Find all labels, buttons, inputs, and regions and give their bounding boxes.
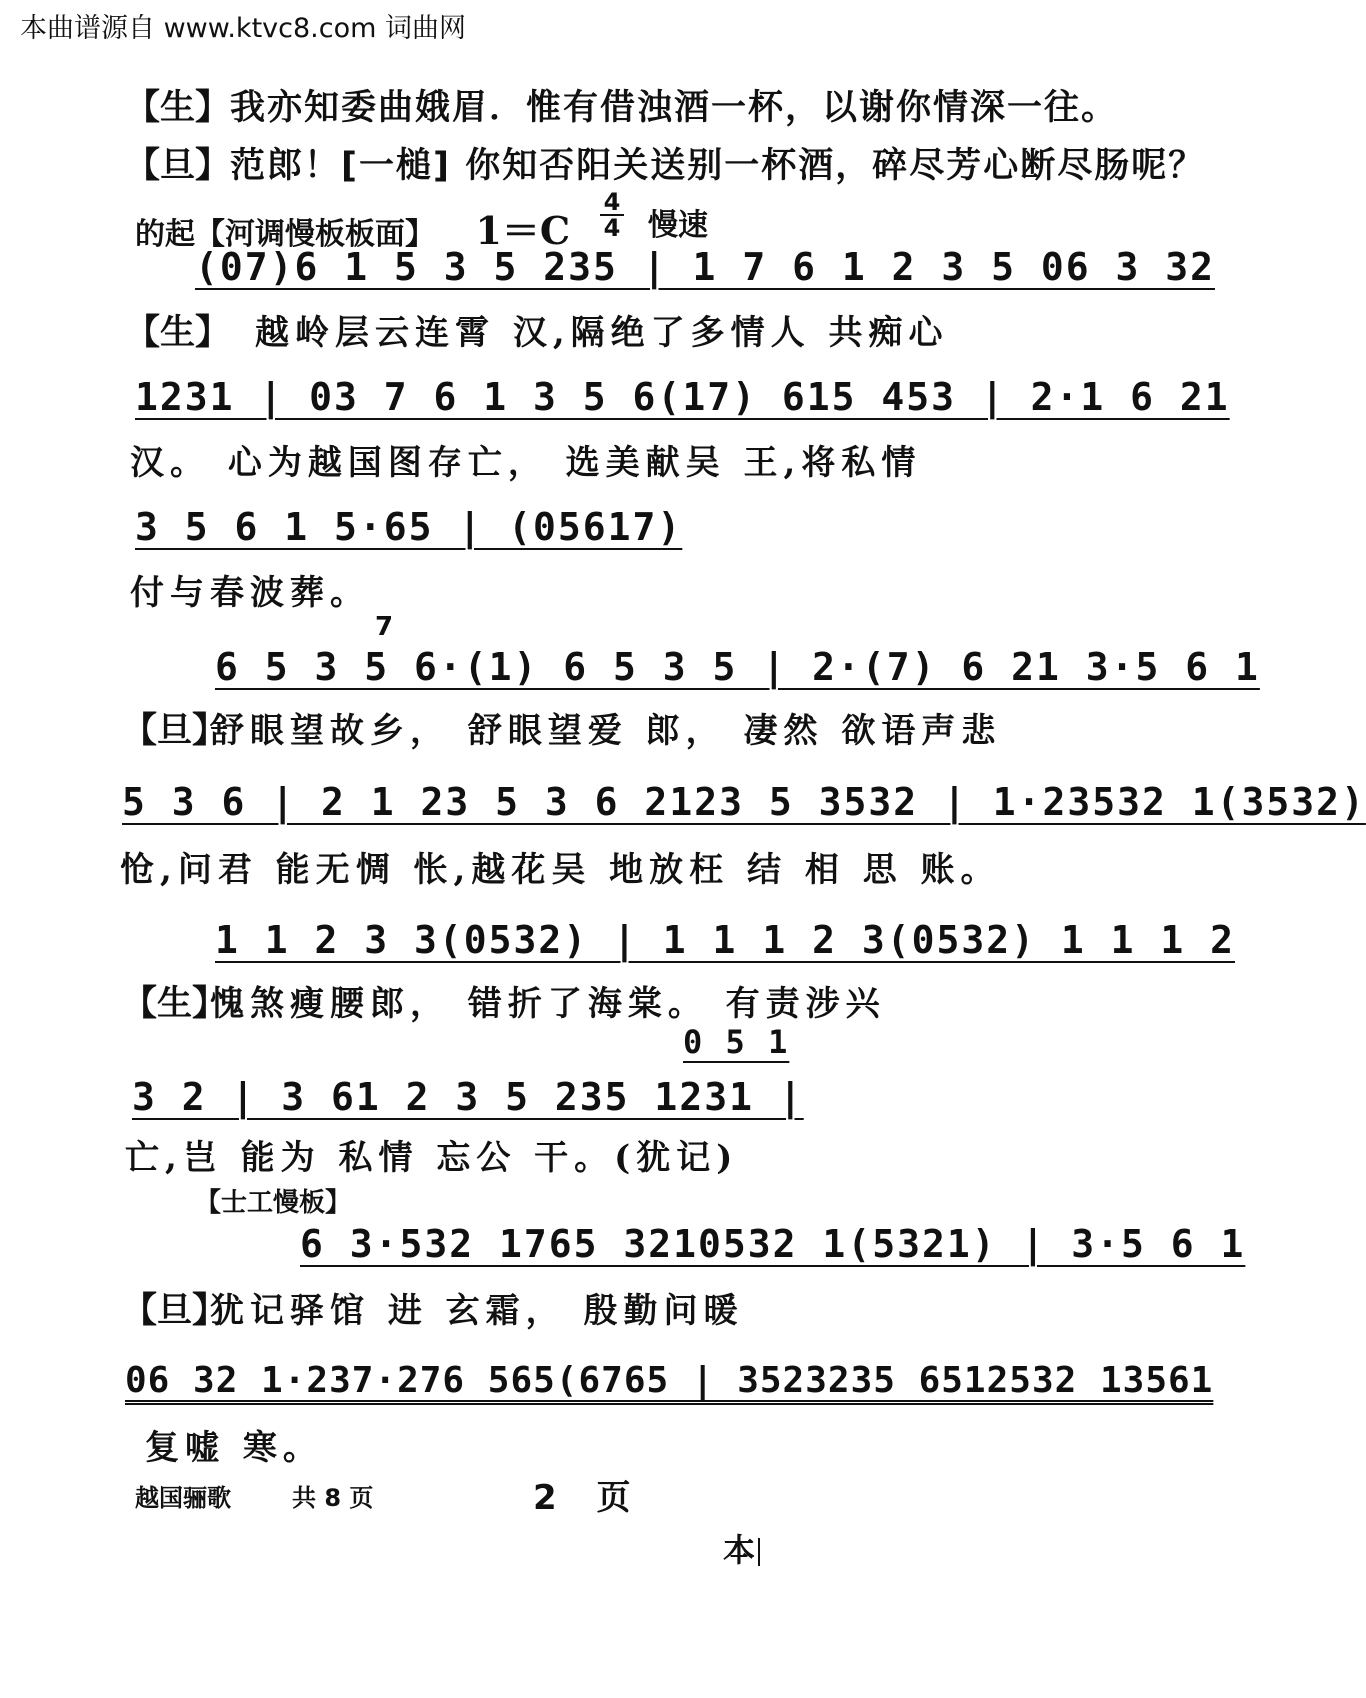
dialogue-text: 我亦知委曲娥眉．惟有借浊酒一杯，以谢你情深一往。: [230, 88, 1119, 128]
notation-line-4: 6 5 3 5 6·(1) 6 5 3 5 | 2·(7) 6 21 3·5 6 1: [215, 645, 1260, 689]
lyric-line-2: 汉。 心为越国图存亡， 选美献吴 王,将私情: [130, 443, 922, 483]
key-signature: 1＝C: [475, 208, 571, 253]
lyric-line-4: 舒眼望故乡， 舒眼望爱 郎， 凄然 欲语声悲: [210, 711, 1002, 751]
notation-line-6: 1 1 2 3 3(0532) | 1 1 1 2 3(0532) 1 1 1 2: [215, 918, 1235, 962]
role-label: 【生】: [125, 313, 231, 353]
lyric-line-7: 亡,岂 能为 私情 忘公 干。(犹记): [125, 1138, 739, 1178]
lyric-line-5: 怆,问君 能无惆 怅,越花吴 地放枉 结 相 思 账。: [120, 850, 1001, 890]
role-label: 【生】: [122, 984, 228, 1024]
dialogue-line-2: [125, 138, 1205, 188]
notation-line-7: 3 2 | 3 61 2 3 5 235 1231 |: [132, 1075, 804, 1119]
time-top: 4: [603, 188, 621, 216]
notation-line-8: 6 3·532 1765 3210532 1(5321) | 3·5 6 1: [300, 1222, 1246, 1266]
role-label: 【旦】: [122, 1291, 228, 1331]
footer-total-pages: 共 8 页: [292, 1484, 374, 1512]
lyric-line-1: 越岭层云连霄 汉,隔绝了多情人 共痴心: [255, 313, 949, 353]
lyric-line-6: 愧煞瘦腰郎， 错折了海棠。 有责涉兴: [210, 984, 886, 1024]
notation-above: 0 5 1: [683, 1023, 790, 1061]
grace-note: 7: [375, 612, 394, 642]
tempo-mark: 慢速: [648, 208, 708, 243]
lyric-line-8: 犹记驿馆 进 玄霜， 殷勤问暖: [210, 1291, 744, 1331]
notation-line-9: 06 32 1·237·276 565(6765 | 3523235 6512532 13561: [125, 1360, 1214, 1401]
lyric-line-3: 付与春波葬。: [130, 573, 370, 613]
notation-line-3: 3 5 6 1 5·65 | (05617): [135, 505, 683, 549]
lyric-line-9: 复嘘 寒。: [145, 1428, 323, 1468]
footer-bottom-text: [723, 1525, 760, 1571]
notation-line-5: 5 3 6 | 2 1 23 5 3 6 2123 5 3532 | 1·23532 1(3532): [122, 780, 1366, 824]
role-label: 【生】: [125, 88, 231, 128]
watermark-text: 本曲谱源自 www.ktvc8.com 词曲网: [20, 13, 466, 44]
section-label: 【士工慢板】: [195, 1188, 352, 1218]
time-bottom: 4: [600, 214, 624, 240]
bottom-glyph: 本: [723, 1531, 756, 1569]
dialogue-text: 范郎！[一槌] 你知否阳关送别一杯酒，碎尽芳心断尽肠呢？: [230, 146, 1206, 186]
bar-line: [758, 1538, 760, 1566]
dialogue-line-1: [125, 80, 1118, 130]
time-signature: [600, 190, 624, 240]
role-label: 【旦】: [125, 146, 231, 186]
tune-label: 的起【河调慢板板面】: [135, 217, 435, 252]
role-label: 【旦】: [122, 711, 228, 751]
footer-title: 越国骊歌: [135, 1484, 231, 1512]
notation-line-1: (07)6 1 5 3 5 235 | 1 7 6 1 2 3 5 06 3 32: [195, 245, 1215, 289]
notation-line-2: 1231 | 03 7 6 1 3 5 6(17) 615 453 | 2·1 6 21: [135, 375, 1230, 419]
page-number: 2 页: [533, 1478, 645, 1518]
